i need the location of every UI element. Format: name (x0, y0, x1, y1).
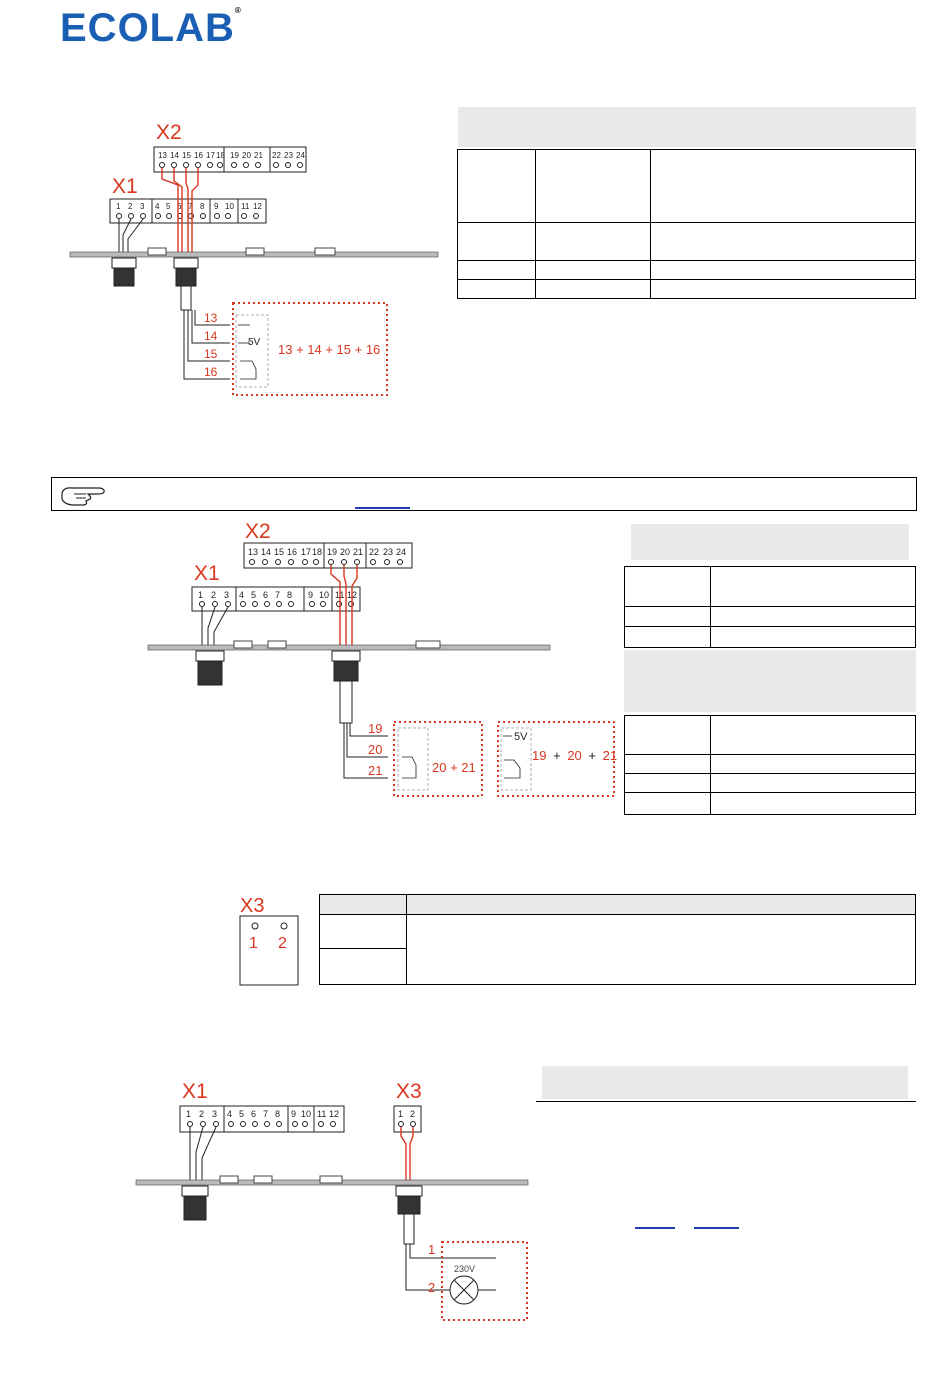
voltage-label: 5V (514, 731, 528, 743)
terminal-table-4 (319, 894, 916, 985)
x1-terminal: 11 (335, 590, 345, 600)
x1-terminal: 4 (155, 202, 160, 211)
x2-terminal: 13 (248, 547, 259, 557)
x1-terminal: 11 (241, 202, 250, 211)
section-divider (536, 1101, 916, 1102)
x1-terminal: 9 (214, 202, 219, 211)
cross-reference-link[interactable] (355, 507, 410, 509)
wire-label: 21 (368, 763, 383, 778)
x2-terminal: 23 (383, 547, 394, 557)
pointing-hand-icon (60, 483, 108, 507)
combo-label-a: 20 + 21 (432, 760, 476, 775)
combo-label: 13 + 14 + 15 + 16 (278, 342, 381, 357)
wiring-diagram-4 (130, 1072, 535, 1324)
x2-terminal-labels (248, 547, 406, 557)
combo-label-b (532, 748, 617, 763)
x1-label: X1 (112, 175, 138, 198)
x1-terminal: 9 (291, 1109, 297, 1119)
x2-terminal: 20 (242, 151, 251, 160)
x2-terminal: 17 (206, 151, 215, 160)
x1-terminal: 5 (166, 202, 171, 211)
x2-terminal: 20 (340, 547, 351, 557)
x1-terminal: 8 (275, 1109, 281, 1119)
wire-label: 20 (368, 742, 383, 757)
voltage-label: 5V (248, 337, 261, 348)
x2-terminal: 15 (182, 151, 191, 160)
x2-terminal: 22 (369, 547, 380, 557)
x3-terminal-diagram (238, 892, 302, 988)
cable-gland (332, 651, 360, 723)
x1-terminal: 10 (301, 1109, 312, 1119)
x1-terminal: 9 (308, 590, 314, 600)
terminal-table-2 (624, 566, 916, 648)
cable-gland (396, 1186, 422, 1244)
lamp-voltage: 230V (454, 1264, 476, 1274)
x1-terminal: 6 (263, 590, 269, 600)
x2-terminal: 14 (261, 547, 272, 557)
x2-terminal: 13 (158, 151, 167, 160)
x1-terminal: 8 (200, 202, 205, 211)
x2-terminal: 17 (301, 547, 312, 557)
wire-label: 19 (368, 721, 383, 736)
x2-label: X2 (245, 520, 271, 543)
x3-terminal: 1 (249, 935, 258, 952)
combo-part: + (588, 748, 596, 763)
wire-label: 14 (204, 329, 218, 343)
x3-label: X3 (240, 895, 265, 917)
x2-terminal: 18 (312, 547, 323, 557)
lamp-icon (450, 1276, 478, 1304)
x2-terminal: 18 (216, 151, 225, 160)
x1-terminal: 2 (211, 590, 217, 600)
x1-label: X1 (182, 1080, 208, 1103)
wire-label: 16 (204, 365, 218, 379)
x3-label: X3 (396, 1080, 422, 1103)
cross-reference-link[interactable] (635, 1227, 675, 1229)
x2-terminal: 14 (170, 151, 179, 160)
x1-terminal: 6 (251, 1109, 257, 1119)
x1-terminal: 12 (347, 590, 358, 600)
x2-terminal: 22 (272, 151, 281, 160)
terminal-table-3 (624, 715, 916, 815)
table-header-shade (631, 524, 909, 560)
x1-terminal: 11 (317, 1109, 327, 1119)
x2-terminal: 24 (396, 547, 407, 557)
x1-terminal: 12 (253, 202, 262, 211)
ecolab-logo (60, 6, 242, 51)
x1-terminal: 2 (128, 202, 133, 211)
x1-terminal: 4 (239, 590, 245, 600)
x1-terminal: 8 (287, 590, 293, 600)
x1-terminal: 3 (140, 202, 145, 211)
x2-terminal: 19 (230, 151, 239, 160)
x1-terminal: 1 (186, 1109, 192, 1119)
x1-terminal: 10 (319, 590, 330, 600)
wire-label: 1 (428, 1242, 436, 1257)
x1-terminal: 5 (239, 1109, 245, 1119)
table-header-shade (458, 107, 916, 147)
connection-option-box-a (394, 722, 482, 796)
table-header-shade (624, 650, 916, 712)
terminal-table-1 (457, 149, 916, 299)
x1-terminal: 3 (212, 1109, 218, 1119)
x2-terminal: 21 (254, 151, 263, 160)
combo-part: 21 (602, 748, 618, 763)
x2-terminal: 23 (284, 151, 293, 160)
x2-terminal-labels (158, 151, 305, 160)
x1-terminal: 1 (198, 590, 204, 600)
logo-text: ECOLAB (60, 6, 235, 50)
x2-terminal: 16 (194, 151, 203, 160)
x2-terminal: 15 (274, 547, 285, 557)
registered-mark: ® (234, 6, 242, 15)
x1-terminal: 1 (116, 202, 121, 211)
cross-reference-link[interactable] (694, 1227, 739, 1229)
x1-terminal: 10 (225, 202, 234, 211)
x2-terminal: 16 (287, 547, 298, 557)
x1-terminal: 3 (224, 590, 230, 600)
wire-label: 15 (204, 347, 218, 361)
combo-part: + (553, 748, 561, 763)
x1-terminal-labels (116, 202, 262, 211)
note-box (51, 477, 917, 511)
x3-terminal: 2 (410, 1109, 416, 1119)
x2-label: X2 (156, 121, 182, 144)
wire-label: 2 (428, 1280, 436, 1295)
wiring-diagram-1 (60, 115, 450, 405)
x1-terminal: 5 (251, 590, 257, 600)
x1-label: X1 (194, 562, 220, 585)
mounting-plate (148, 645, 550, 650)
section-heading-shade (542, 1066, 908, 1099)
combo-part: 20 (567, 748, 582, 763)
x1-terminal-labels (186, 1109, 339, 1119)
x2-terminal: 21 (353, 547, 364, 557)
cable-gland (174, 258, 198, 310)
x2-terminal: 19 (327, 547, 338, 557)
x3-terminal: 2 (278, 935, 287, 952)
x3-terminal: 1 (398, 1109, 404, 1119)
cable-gland (182, 1186, 208, 1220)
x1-terminal: 7 (263, 1109, 269, 1119)
cable-gland (112, 258, 136, 286)
x1-terminal: 7 (188, 202, 193, 211)
combo-part: 19 (532, 748, 547, 763)
x1-terminal: 4 (227, 1109, 233, 1119)
x1-terminal-labels (198, 590, 357, 600)
x1-terminal: 2 (199, 1109, 205, 1119)
wire-label: 13 (204, 311, 218, 325)
x1-terminal: 7 (275, 590, 281, 600)
wiring-diagram-2 (140, 512, 620, 802)
x1-terminal: 6 (177, 202, 182, 211)
x2-terminal: 24 (296, 151, 305, 160)
x1-terminal: 12 (329, 1109, 340, 1119)
cable-gland (196, 651, 224, 685)
